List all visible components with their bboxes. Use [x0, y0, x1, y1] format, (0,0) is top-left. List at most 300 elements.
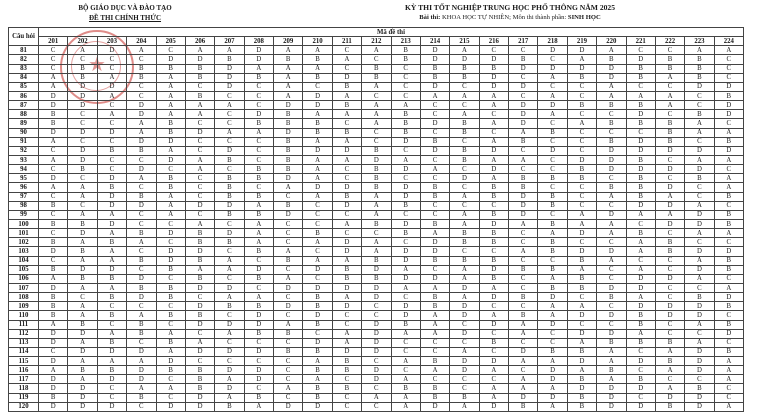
answer-cell: D [685, 357, 714, 366]
answer-cell: C [97, 302, 126, 311]
answer-cell: C [714, 119, 743, 128]
answer-cell: A [479, 91, 508, 100]
answer-cell: D [450, 302, 479, 311]
answer-cell: A [156, 110, 185, 119]
answer-cell: D [567, 247, 596, 256]
answer-cell: D [274, 210, 303, 219]
answer-cell: A [332, 137, 361, 146]
answer-cell: D [127, 201, 156, 210]
answer-cell: D [391, 247, 420, 256]
answer-cell: B [685, 73, 714, 82]
answer-cell: B [450, 229, 479, 238]
answer-cell: B [479, 238, 508, 247]
table-row [9, 256, 744, 265]
answer-cell: C [538, 82, 567, 91]
answer-cell: C [39, 165, 68, 174]
answer-cell: C [274, 311, 303, 320]
answer-cell: C [450, 82, 479, 91]
answer-cell: B [450, 64, 479, 73]
answer-cell: A [97, 210, 126, 219]
answer-cell: A [97, 229, 126, 238]
answer-cell: A [215, 46, 244, 55]
question-number: 114 [9, 347, 39, 356]
answer-cell: B [156, 366, 185, 375]
answer-cell: D [97, 347, 126, 356]
question-number: 102 [9, 238, 39, 247]
answer-cell: A [626, 329, 655, 338]
answer-cell: A [597, 46, 626, 55]
answer-cell: A [39, 82, 68, 91]
answer-cell: A [362, 119, 391, 128]
table-row [9, 82, 744, 91]
answer-cell: D [97, 265, 126, 274]
answer-cell: C [391, 293, 420, 302]
answer-cell: D [450, 357, 479, 366]
answer-cell: D [420, 119, 449, 128]
answer-cell: D [68, 402, 97, 411]
answer-cell: B [567, 347, 596, 356]
answer-cell: D [332, 183, 361, 192]
answer-cell: D [391, 192, 420, 201]
answer-cell: C [655, 320, 684, 329]
answer-cell: D [626, 110, 655, 119]
answer-cell: A [509, 128, 538, 137]
answer-cell: D [391, 274, 420, 283]
answer-cell: B [39, 393, 68, 402]
answer-cell: D [420, 146, 449, 155]
answer-cell: B [567, 174, 596, 183]
table-row [9, 338, 744, 347]
answer-cell: C [391, 91, 420, 100]
answer-cell: B [274, 137, 303, 146]
answer-cell: B [39, 302, 68, 311]
answer-cell: B [127, 192, 156, 201]
answer-cell: A [567, 55, 596, 64]
answer-cell: A [597, 375, 626, 384]
answer-cell: C [332, 402, 361, 411]
question-number: 103 [9, 247, 39, 256]
answer-cell: A [185, 155, 214, 164]
answer-cell: D [244, 55, 273, 64]
answer-cell: D [39, 357, 68, 366]
answer-cell: B [420, 293, 449, 302]
answer-cell: B [185, 238, 214, 247]
answer-cell: D [68, 155, 97, 164]
answer-cell: B [156, 311, 185, 320]
answer-cell: B [244, 119, 273, 128]
answer-cell: D [185, 347, 214, 356]
answer-cell: B [655, 55, 684, 64]
answer-cell: C [626, 366, 655, 375]
table-row [9, 283, 744, 292]
table-row [9, 64, 744, 73]
subject-line [300, 13, 720, 23]
answer-cell: C [244, 256, 273, 265]
answer-cell: B [655, 64, 684, 73]
answer-cell: D [39, 402, 68, 411]
answer-cell: B [185, 91, 214, 100]
answer-cell: A [185, 338, 214, 347]
answer-cell: C [450, 183, 479, 192]
answer-cell: C [655, 293, 684, 302]
answer-cell: D [332, 302, 361, 311]
answer-cell: B [303, 128, 332, 137]
table-row [9, 384, 744, 393]
answer-cell: D [655, 302, 684, 311]
answer-cell: B [685, 293, 714, 302]
answer-cell: D [156, 402, 185, 411]
question-number: 105 [9, 265, 39, 274]
answer-cell: B [538, 192, 567, 201]
answer-cell: C [626, 82, 655, 91]
answer-cell: D [391, 302, 420, 311]
answer-cell: A [274, 64, 303, 73]
answer-cell: D [185, 247, 214, 256]
answer-cell: A [655, 101, 684, 110]
answer-cell: B [244, 210, 273, 219]
answer-cell: B [274, 347, 303, 356]
answer-cell: C [127, 302, 156, 311]
answer-cell: A [626, 91, 655, 100]
exam-code-218: 218 [538, 37, 567, 46]
answer-cell: B [362, 146, 391, 155]
answer-cell: D [538, 366, 567, 375]
answer-key-table [8, 27, 744, 412]
answer-cell: C [626, 128, 655, 137]
exam-code-205: 205 [156, 37, 185, 46]
answer-cell: D [655, 201, 684, 210]
answer-cell: B [626, 375, 655, 384]
answer-cell: D [127, 293, 156, 302]
exam-code-223: 223 [685, 37, 714, 46]
answer-cell: C [303, 274, 332, 283]
answer-cell: D [509, 192, 538, 201]
exam-code-213: 213 [391, 37, 420, 46]
question-number: 99 [9, 210, 39, 219]
answer-cell: D [479, 219, 508, 228]
answer-cell: C [185, 137, 214, 146]
answer-cell: B [391, 110, 420, 119]
answer-cell: A [97, 247, 126, 256]
answer-cell: C [39, 46, 68, 55]
answer-cell: C [509, 165, 538, 174]
answer-cell: D [685, 247, 714, 256]
answer-cell: A [685, 119, 714, 128]
answer-cell: D [391, 219, 420, 228]
answer-cell: D [97, 46, 126, 55]
answer-cell: A [39, 73, 68, 82]
answer-cell: C [567, 238, 596, 247]
answer-cell: C [303, 201, 332, 210]
answer-cell: B [303, 347, 332, 356]
answer-cell: B [39, 293, 68, 302]
question-number: 109 [9, 302, 39, 311]
answer-cell: A [714, 375, 743, 384]
answer-cell: C [185, 210, 214, 219]
answer-cell: A [420, 329, 449, 338]
exam-code-header: Mã đề thi [39, 28, 744, 37]
answer-cell: A [185, 265, 214, 274]
answer-cell: D [597, 384, 626, 393]
answer-cell: C [685, 192, 714, 201]
answer-cell: D [303, 146, 332, 155]
answer-cell: D [68, 393, 97, 402]
answer-cell: B [215, 402, 244, 411]
answer-cell: A [156, 384, 185, 393]
answer-cell: D [626, 137, 655, 146]
answer-cell: B [332, 82, 361, 91]
answer-cell: D [127, 375, 156, 384]
answer-cell: C [597, 238, 626, 247]
answer-cell: A [274, 91, 303, 100]
answer-cell: D [244, 110, 273, 119]
answer-cell: A [127, 174, 156, 183]
answer-cell: D [479, 146, 508, 155]
answer-cell: C [420, 375, 449, 384]
answer-cell: B [597, 137, 626, 146]
answer-cell: A [567, 219, 596, 228]
answer-cell: C [714, 384, 743, 393]
answer-cell: A [127, 311, 156, 320]
answer-cell: D [274, 302, 303, 311]
question-number: 85 [9, 82, 39, 91]
answer-cell: A [391, 101, 420, 110]
answer-cell: C [567, 82, 596, 91]
answer-cell: A [244, 219, 273, 228]
answer-cell: C [332, 375, 361, 384]
answer-cell: C [127, 402, 156, 411]
answer-cell: D [479, 320, 508, 329]
answer-cell: D [597, 210, 626, 219]
answer-cell: D [68, 82, 97, 91]
answer-cell: D [714, 110, 743, 119]
answer-cell: D [244, 347, 273, 356]
answer-cell: D [156, 357, 185, 366]
answer-cell: D [39, 128, 68, 137]
answer-cell: D [450, 366, 479, 375]
answer-cell: C [215, 219, 244, 228]
answer-cell: B [185, 64, 214, 73]
answer-cell: D [509, 210, 538, 219]
answer-cell: C [714, 311, 743, 320]
answer-cell: A [420, 311, 449, 320]
answer-cell: B [567, 283, 596, 292]
table-row [9, 311, 744, 320]
answer-cell: A [68, 238, 97, 247]
answer-cell: D [215, 201, 244, 210]
answer-cell: D [362, 347, 391, 356]
exam-code-211: 211 [332, 37, 361, 46]
answer-cell: A [185, 110, 214, 119]
answer-cell: D [479, 55, 508, 64]
answer-cell: C [597, 302, 626, 311]
answer-cell: B [509, 311, 538, 320]
answer-cell: D [714, 247, 743, 256]
answer-cell: B [391, 128, 420, 137]
answer-cell: B [244, 174, 273, 183]
answer-cell: A [538, 384, 567, 393]
answer-cell: A [626, 238, 655, 247]
answer-cell: C [655, 82, 684, 91]
answer-cell: D [68, 265, 97, 274]
answer-cell: B [215, 192, 244, 201]
answer-cell: B [626, 192, 655, 201]
question-number: 87 [9, 101, 39, 110]
answer-cell: B [567, 73, 596, 82]
answer-cell: C [274, 357, 303, 366]
answer-cell: C [127, 219, 156, 228]
answer-cell: B [156, 265, 185, 274]
table-row [9, 219, 744, 228]
answer-cell: A [97, 283, 126, 292]
answer-cell: D [509, 101, 538, 110]
answer-cell: B [479, 192, 508, 201]
question-number: 89 [9, 119, 39, 128]
answer-cell: C [391, 174, 420, 183]
answer-cell: D [655, 274, 684, 283]
answer-cell: D [362, 283, 391, 292]
answer-cell: C [714, 165, 743, 174]
answer-cell: A [332, 329, 361, 338]
answer-cell: B [274, 119, 303, 128]
answer-cell: C [626, 347, 655, 356]
answer-cell: C [567, 320, 596, 329]
answer-cell: D [655, 146, 684, 155]
answer-cell: A [39, 183, 68, 192]
answer-cell: B [420, 183, 449, 192]
answer-cell: C [215, 247, 244, 256]
answer-cell: B [391, 201, 420, 210]
answer-cell: D [39, 91, 68, 100]
answer-cell: B [244, 393, 273, 402]
answer-cell: B [274, 329, 303, 338]
answer-cell: C [39, 347, 68, 356]
answer-cell: C [39, 64, 68, 73]
exam-code-217: 217 [509, 37, 538, 46]
answer-cell: C [244, 137, 273, 146]
answer-cell: B [185, 73, 214, 82]
answer-cell: B [479, 183, 508, 192]
answer-cell: D [244, 375, 273, 384]
answer-cell: A [97, 357, 126, 366]
answer-cell: B [597, 119, 626, 128]
answer-cell: A [450, 274, 479, 283]
answer-cell: B [68, 320, 97, 329]
answer-cell: C [185, 357, 214, 366]
answer-cell: D [626, 283, 655, 292]
answer-cell: D [215, 229, 244, 238]
answer-cell: A [714, 229, 743, 238]
answer-cell: D [685, 210, 714, 219]
answer-cell: C [274, 229, 303, 238]
answer-cell: C [420, 347, 449, 356]
answer-cell: A [68, 192, 97, 201]
answer-cell: A [538, 229, 567, 238]
answer-cell: B [509, 174, 538, 183]
answer-cell: B [332, 384, 361, 393]
answer-cell: C [215, 119, 244, 128]
answer-cell: B [626, 174, 655, 183]
answer-cell: B [303, 366, 332, 375]
answer-cell: C [479, 302, 508, 311]
answer-cell: C [597, 128, 626, 137]
answer-cell: B [597, 338, 626, 347]
answer-cell: B [420, 219, 449, 228]
answer-cell: C [655, 174, 684, 183]
answer-cell: B [97, 338, 126, 347]
answer-cell: C [420, 265, 449, 274]
answer-cell: B [655, 338, 684, 347]
answer-cell: A [450, 110, 479, 119]
answer-cell: D [274, 101, 303, 110]
answer-cell: A [655, 192, 684, 201]
answer-cell: A [332, 110, 361, 119]
answer-cell: C [39, 210, 68, 219]
answer-cell: C [391, 366, 420, 375]
answer-cell: D [626, 357, 655, 366]
answer-cell: A [97, 73, 126, 82]
answer-cell: C [685, 329, 714, 338]
answer-cell: D [655, 183, 684, 192]
answer-cell: D [538, 393, 567, 402]
answer-cell: C [567, 91, 596, 100]
answer-cell: B [626, 311, 655, 320]
answer-cell: D [362, 329, 391, 338]
answer-cell: B [303, 384, 332, 393]
answer-cell: C [538, 329, 567, 338]
answer-cell: A [274, 384, 303, 393]
answer-cell: B [68, 64, 97, 73]
answer-cell: C [714, 238, 743, 247]
answer-cell: D [362, 338, 391, 347]
answer-cell: A [274, 274, 303, 283]
answer-cell: C [420, 101, 449, 110]
question-number: 88 [9, 110, 39, 119]
answer-cell: A [215, 393, 244, 402]
answer-cell: B [420, 302, 449, 311]
answer-cell: D [685, 146, 714, 155]
answer-cell: A [685, 201, 714, 210]
answer-cell: A [68, 46, 97, 55]
exam-code-216: 216 [479, 37, 508, 46]
answer-cell: D [450, 311, 479, 320]
answer-cell: C [185, 329, 214, 338]
answer-cell: C [362, 402, 391, 411]
answer-cell: B [274, 55, 303, 64]
answer-cell: A [567, 302, 596, 311]
answer-cell: D [215, 320, 244, 329]
table-row [9, 174, 744, 183]
answer-cell: C [332, 46, 361, 55]
answer-cell: A [479, 384, 508, 393]
answer-cell: C [420, 210, 449, 219]
answer-cell: B [714, 210, 743, 219]
answer-cell: D [714, 146, 743, 155]
answer-cell: A [362, 238, 391, 247]
answer-cell: D [362, 265, 391, 274]
answer-cell: C [362, 55, 391, 64]
answer-cell: B [156, 183, 185, 192]
table-row [9, 165, 744, 174]
answer-cell: B [597, 366, 626, 375]
answer-cell: A [450, 219, 479, 228]
answer-cell: C [39, 55, 68, 64]
answer-cell: D [68, 128, 97, 137]
answer-cell: C [127, 55, 156, 64]
answer-cell: D [685, 366, 714, 375]
answer-cell: C [685, 283, 714, 292]
answer-cell: A [685, 320, 714, 329]
